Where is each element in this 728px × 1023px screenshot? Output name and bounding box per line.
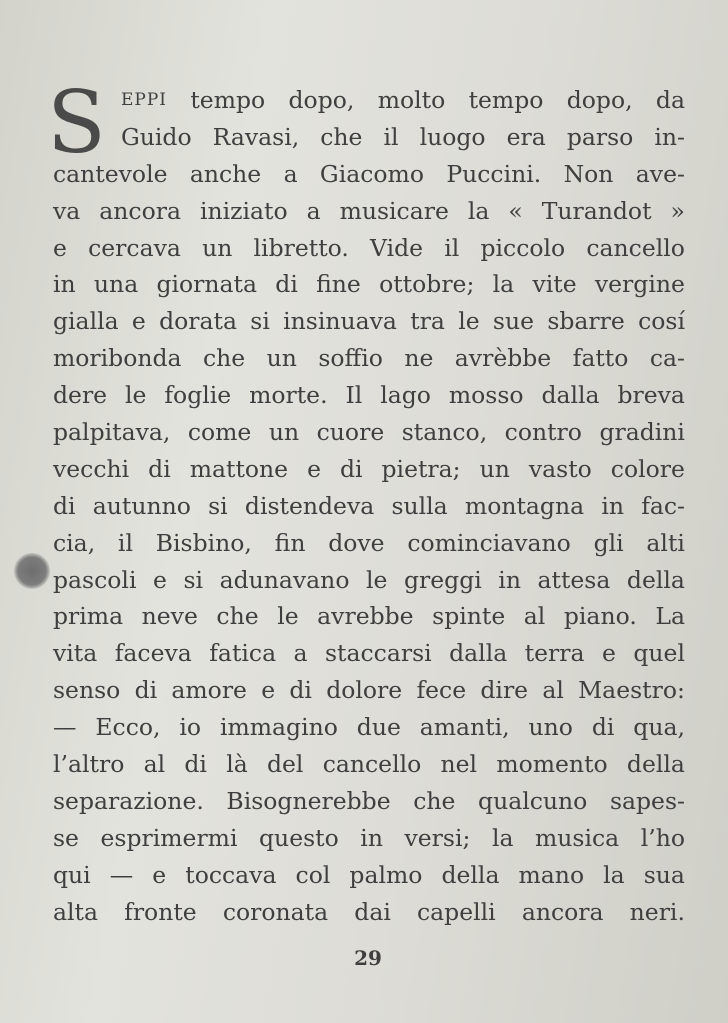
word: molto: [377, 86, 446, 114]
word: le: [125, 381, 147, 410]
word: Bisognerebbe: [226, 786, 391, 815]
word: in: [601, 491, 624, 520]
word: contro: [504, 418, 582, 447]
word: le: [458, 307, 480, 336]
word: spinte: [432, 602, 506, 631]
word: la: [467, 196, 490, 225]
word: ancora: [521, 897, 604, 926]
word: là: [226, 750, 248, 779]
word: pascoli: [53, 565, 137, 594]
word: di: [148, 454, 171, 483]
word: amore: [171, 676, 247, 705]
word: terra: [524, 639, 585, 668]
word: La: [655, 602, 685, 631]
word: musica: [535, 823, 620, 852]
word: coronata: [222, 897, 329, 926]
word: da: [655, 86, 685, 114]
word: palpitava,: [53, 418, 171, 447]
drop-cap: S: [47, 73, 106, 173]
word: un: [202, 233, 233, 262]
word: in: [360, 823, 383, 852]
text-line: [53, 303, 685, 340]
word: alti: [646, 528, 685, 557]
word: anche: [189, 159, 262, 188]
word: cancello: [586, 233, 685, 262]
word: versi;: [404, 823, 471, 852]
word: gialla: [53, 307, 119, 336]
word: cosí: [638, 307, 685, 336]
text-line: [53, 635, 685, 672]
word: greggi: [403, 565, 482, 594]
word: ca-: [649, 344, 685, 373]
word: dopo,: [566, 86, 633, 114]
word: era: [506, 122, 546, 151]
word: io: [179, 713, 202, 742]
word: di: [275, 270, 298, 299]
word: dorata: [159, 307, 237, 336]
word: si: [250, 307, 270, 336]
word: momento: [496, 750, 608, 779]
word: Maestro:: [578, 676, 685, 705]
word: va: [53, 196, 81, 225]
word: che: [320, 122, 363, 151]
text-line: [53, 598, 685, 635]
word: mosso: [448, 381, 524, 410]
text-line: [53, 820, 685, 857]
word: piano.: [563, 602, 637, 631]
body-text: [47, 73, 685, 930]
word: di: [591, 713, 615, 742]
word: Ecco,: [95, 713, 161, 742]
text-line: [53, 894, 685, 931]
word: a: [306, 196, 321, 225]
word: uno: [528, 713, 573, 742]
word: amanti,: [419, 713, 510, 742]
word: Non: [563, 159, 614, 188]
word: il: [117, 528, 133, 557]
text-line: [53, 451, 685, 488]
word: un: [268, 418, 300, 447]
text-line: [53, 230, 685, 267]
word: soffio: [318, 344, 383, 373]
word: «: [508, 196, 523, 225]
word: fece: [416, 676, 467, 705]
word: iniziato: [199, 196, 288, 225]
word: della: [626, 750, 685, 779]
word: si: [183, 565, 204, 594]
word: al: [542, 676, 564, 705]
text-line: [53, 82, 685, 119]
word: che: [413, 786, 456, 815]
text-line: [53, 156, 685, 193]
word: di: [134, 676, 158, 705]
word: libretto.: [253, 233, 349, 262]
text-line: [53, 857, 685, 894]
word: musicare: [339, 196, 449, 225]
text-line: [53, 340, 685, 377]
first-word-rest: EPPI: [121, 90, 168, 110]
word: e: [601, 639, 616, 668]
text-line: [53, 672, 685, 709]
word: in: [53, 270, 76, 299]
word: a: [293, 639, 308, 668]
word: luogo: [419, 122, 486, 151]
word: col: [295, 860, 331, 889]
word: fatica: [209, 639, 277, 668]
word: sbarre: [547, 307, 625, 336]
word: e: [131, 307, 146, 336]
word: di: [289, 676, 312, 705]
word: vergine: [594, 270, 685, 299]
word: e: [152, 860, 167, 889]
word: separazione.: [53, 786, 204, 815]
word: fine: [316, 270, 361, 299]
word: pietra;: [381, 454, 461, 483]
word: Bisbino,: [155, 528, 252, 557]
word: di: [184, 750, 207, 779]
word: sue: [492, 307, 535, 336]
word: distendeva: [244, 491, 375, 520]
word: sua: [643, 860, 685, 889]
word: un: [479, 454, 510, 483]
text-line: [53, 709, 685, 746]
word: della: [626, 565, 685, 594]
word: la: [491, 823, 514, 852]
word: in-: [654, 122, 685, 151]
word: Ravasi,: [212, 122, 300, 151]
word: mattone: [189, 454, 289, 483]
word: avrèbbe: [454, 344, 552, 373]
word: toccava: [185, 860, 277, 889]
word: il: [383, 122, 399, 151]
ink-stain: [14, 553, 50, 589]
word: e: [53, 233, 67, 262]
word: questo: [259, 823, 339, 852]
word: senso: [53, 676, 121, 705]
word: sapes-: [609, 786, 685, 815]
word: fronte: [124, 897, 197, 926]
word: come: [187, 418, 252, 447]
word: qui: [53, 860, 91, 889]
word: tra: [410, 307, 445, 336]
word: il: [444, 233, 460, 262]
word: dai: [354, 897, 391, 926]
word: sulla: [391, 491, 448, 520]
word: di: [53, 491, 76, 520]
word: dire: [480, 676, 529, 705]
word: Puccini.: [446, 159, 542, 188]
word: montagna: [464, 491, 585, 520]
page-number: 29: [354, 946, 382, 970]
word: —: [109, 860, 134, 889]
word: in: [498, 565, 521, 594]
word: se: [53, 823, 79, 852]
word: Guido: [121, 122, 192, 151]
word: ancora: [99, 196, 181, 225]
text-line: [53, 746, 685, 783]
word: quel: [633, 639, 685, 668]
word: qualcuno: [478, 786, 588, 815]
word: e: [261, 676, 276, 705]
word: vasto: [528, 454, 592, 483]
word: tempo: [190, 86, 266, 114]
word: fac-: [641, 491, 685, 520]
word: parso: [566, 122, 634, 151]
word: esprimermi: [100, 823, 238, 852]
word: di: [339, 454, 363, 483]
word: mano: [518, 860, 585, 889]
word: al: [523, 602, 546, 631]
word: adunavano: [219, 565, 350, 594]
word: l’altro: [53, 750, 125, 779]
word: nel: [440, 750, 478, 779]
text-line: [53, 562, 685, 599]
word: la: [603, 860, 625, 889]
word: Giacomo: [319, 159, 424, 188]
word: ne: [404, 344, 434, 373]
word: staccarsi: [325, 639, 432, 668]
word: vite: [532, 270, 577, 299]
word: attesa: [537, 565, 611, 594]
word: dalla: [449, 639, 508, 668]
word: avrebbe: [317, 602, 414, 631]
word: che: [202, 344, 246, 373]
word: una: [93, 270, 139, 299]
word: cancello: [322, 750, 422, 779]
word: e: [153, 565, 167, 594]
word: piccolo: [480, 233, 566, 262]
word: palmo: [349, 860, 423, 889]
word: Il: [345, 381, 363, 410]
word: neri.: [629, 897, 685, 926]
text-line: [53, 414, 685, 451]
word: la: [492, 270, 515, 299]
word: due: [356, 713, 401, 742]
word: insinuava: [283, 307, 397, 336]
word: le: [277, 602, 299, 631]
text-line: [53, 119, 685, 156]
word: capelli: [417, 897, 496, 926]
text-line: [53, 488, 685, 525]
word: autunno: [92, 491, 191, 520]
word: fin: [274, 528, 306, 557]
word: e: [307, 454, 321, 483]
word: neve: [141, 602, 198, 631]
word: gradini: [599, 418, 685, 447]
word: morte.: [249, 381, 328, 410]
word: dopo,: [288, 86, 355, 114]
word: dove: [328, 528, 385, 557]
word: Vide: [370, 233, 424, 262]
word: della: [441, 860, 500, 889]
word: l’ho: [640, 823, 685, 852]
word: alta: [53, 897, 98, 926]
word: tempo: [468, 86, 544, 114]
word: colore: [610, 454, 685, 483]
text-line: [53, 783, 685, 820]
word: dere: [53, 381, 108, 410]
word: un: [266, 344, 297, 373]
word: prima: [53, 602, 124, 631]
word: moribonda: [53, 344, 182, 373]
word: cercava: [88, 233, 181, 262]
text-line: [53, 525, 685, 562]
word: cantevole: [53, 159, 168, 188]
word: gli: [593, 528, 624, 557]
word: fatto: [572, 344, 629, 373]
word: »: [670, 196, 685, 225]
word: dolore: [326, 676, 403, 705]
word: a: [283, 159, 298, 188]
word: Turandot: [541, 196, 652, 225]
word: cia,: [53, 528, 96, 557]
word: ottobre;: [379, 270, 475, 299]
word: ave-: [635, 159, 685, 188]
word: lago: [380, 381, 431, 410]
text-line: [53, 377, 685, 414]
word: al: [143, 750, 166, 779]
word: che: [216, 602, 259, 631]
word: dalla: [541, 381, 600, 410]
word: vita: [53, 639, 98, 668]
word: faceva: [114, 639, 192, 668]
word: breva: [617, 381, 685, 410]
word: foglie: [164, 381, 232, 410]
word: cuore: [316, 418, 385, 447]
word: si: [208, 491, 228, 520]
word: stanco,: [401, 418, 488, 447]
word: le: [366, 565, 388, 594]
text-line: [53, 266, 685, 303]
word: —: [53, 713, 77, 742]
word: vecchi: [53, 454, 130, 483]
word: immagino: [219, 713, 338, 742]
word: qua,: [633, 713, 685, 742]
word: giornata: [156, 270, 258, 299]
word: del: [266, 750, 304, 779]
text-line: [53, 193, 685, 230]
word: cominciavano: [407, 528, 571, 557]
